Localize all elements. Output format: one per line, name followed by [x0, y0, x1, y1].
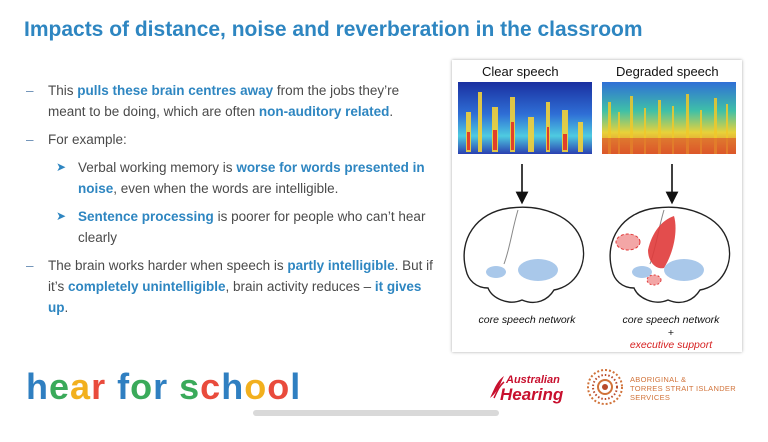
brain-diagrams	[452, 160, 742, 330]
logo-letter: s	[179, 366, 201, 407]
logo-letter: a	[70, 366, 92, 407]
bullet-dash: –	[26, 83, 34, 98]
hear-for-school-logo	[26, 366, 301, 408]
australian-hearing-line2: Hearing	[500, 385, 564, 404]
logo-letter: h	[221, 366, 245, 407]
clear-spectrogram	[458, 82, 592, 154]
atsi-dot-emblem-icon	[586, 368, 624, 406]
bullet-text: For example:	[48, 132, 127, 147]
right-caption: core speech network	[622, 314, 720, 326]
bullet-item	[26, 129, 436, 150]
bullet-text: from the jobs they’re meant to be doing, which are often	[48, 83, 400, 119]
logo-letter: o	[267, 366, 291, 407]
logo-letter: o	[130, 366, 154, 407]
bullet-item	[26, 80, 436, 122]
logo-letter: r	[153, 366, 169, 407]
atsi-line: ABORIGINAL &	[630, 375, 687, 384]
horizontal-scrollbar[interactable]	[253, 410, 499, 416]
atsi-services-label	[630, 375, 736, 402]
logo-letter	[106, 366, 117, 407]
australian-hearing-logo	[488, 372, 578, 406]
left-caption: core speech network	[478, 314, 576, 326]
bullet-dash: –	[26, 132, 34, 147]
degraded-spectrogram	[602, 82, 736, 154]
australian-hearing-line1: Australian	[506, 374, 560, 386]
bullet-text: , even when the words are intelligible.	[113, 181, 339, 196]
highlight-text: partly intelligible	[287, 258, 395, 273]
atsi-line: SERVICES	[630, 393, 671, 402]
highlight-text: it gives up	[48, 279, 422, 315]
bullet-list	[26, 80, 436, 325]
atsi-line: TORRES STRAIT ISLANDER	[630, 384, 736, 393]
bullet-text: .	[64, 300, 69, 315]
bullet-dash: –	[26, 258, 34, 273]
bullet-text: . But if it’s	[48, 258, 433, 294]
bullet-text: , brain activity reduces –	[225, 279, 375, 294]
bullet-item	[26, 255, 436, 318]
left-brain-icon	[464, 207, 583, 302]
plus-sign: +	[667, 327, 675, 339]
bullet-text: This	[48, 83, 78, 98]
logo-letter: h	[26, 366, 49, 407]
highlight-text: completely unintelligible	[68, 279, 226, 294]
logo-letter: f	[117, 366, 131, 407]
bullet-text: Verbal working memory is	[78, 160, 237, 175]
bullet-text: .	[389, 104, 394, 119]
brain-figure	[452, 60, 742, 352]
highlight-text: pulls these brain centres away	[77, 83, 274, 98]
logo-letter: o	[244, 366, 268, 407]
logo-letter: l	[290, 366, 302, 407]
logo-letter: e	[49, 366, 71, 407]
arrow-bullet-icon: ➤	[56, 160, 67, 174]
logo-letter: r	[91, 366, 107, 407]
highlight-text: Sentence processing	[78, 209, 214, 224]
bullet-text: is poorer for people who can’t hear clearly	[78, 209, 426, 245]
arrow-bullet-icon: ➤	[56, 209, 67, 223]
bullet-text: The brain works harder when speech is	[48, 258, 288, 273]
highlight-text: worse for words presented in noise	[78, 160, 425, 196]
highlight-text: non-auditory related	[258, 104, 390, 119]
executive-support-label: executive support	[629, 339, 713, 351]
slide-title: Impacts of distance, noise and reverberation in the classroom	[24, 18, 643, 41]
clear-speech-heading: Clear speech	[482, 64, 559, 79]
logo-letter	[168, 366, 179, 407]
degraded-speech-heading: Degraded speech	[616, 64, 719, 79]
sub-bullet-item	[26, 206, 436, 248]
right-brain-icon	[610, 207, 729, 302]
logo-letter: c	[200, 366, 222, 407]
sub-bullet-item	[26, 157, 436, 199]
